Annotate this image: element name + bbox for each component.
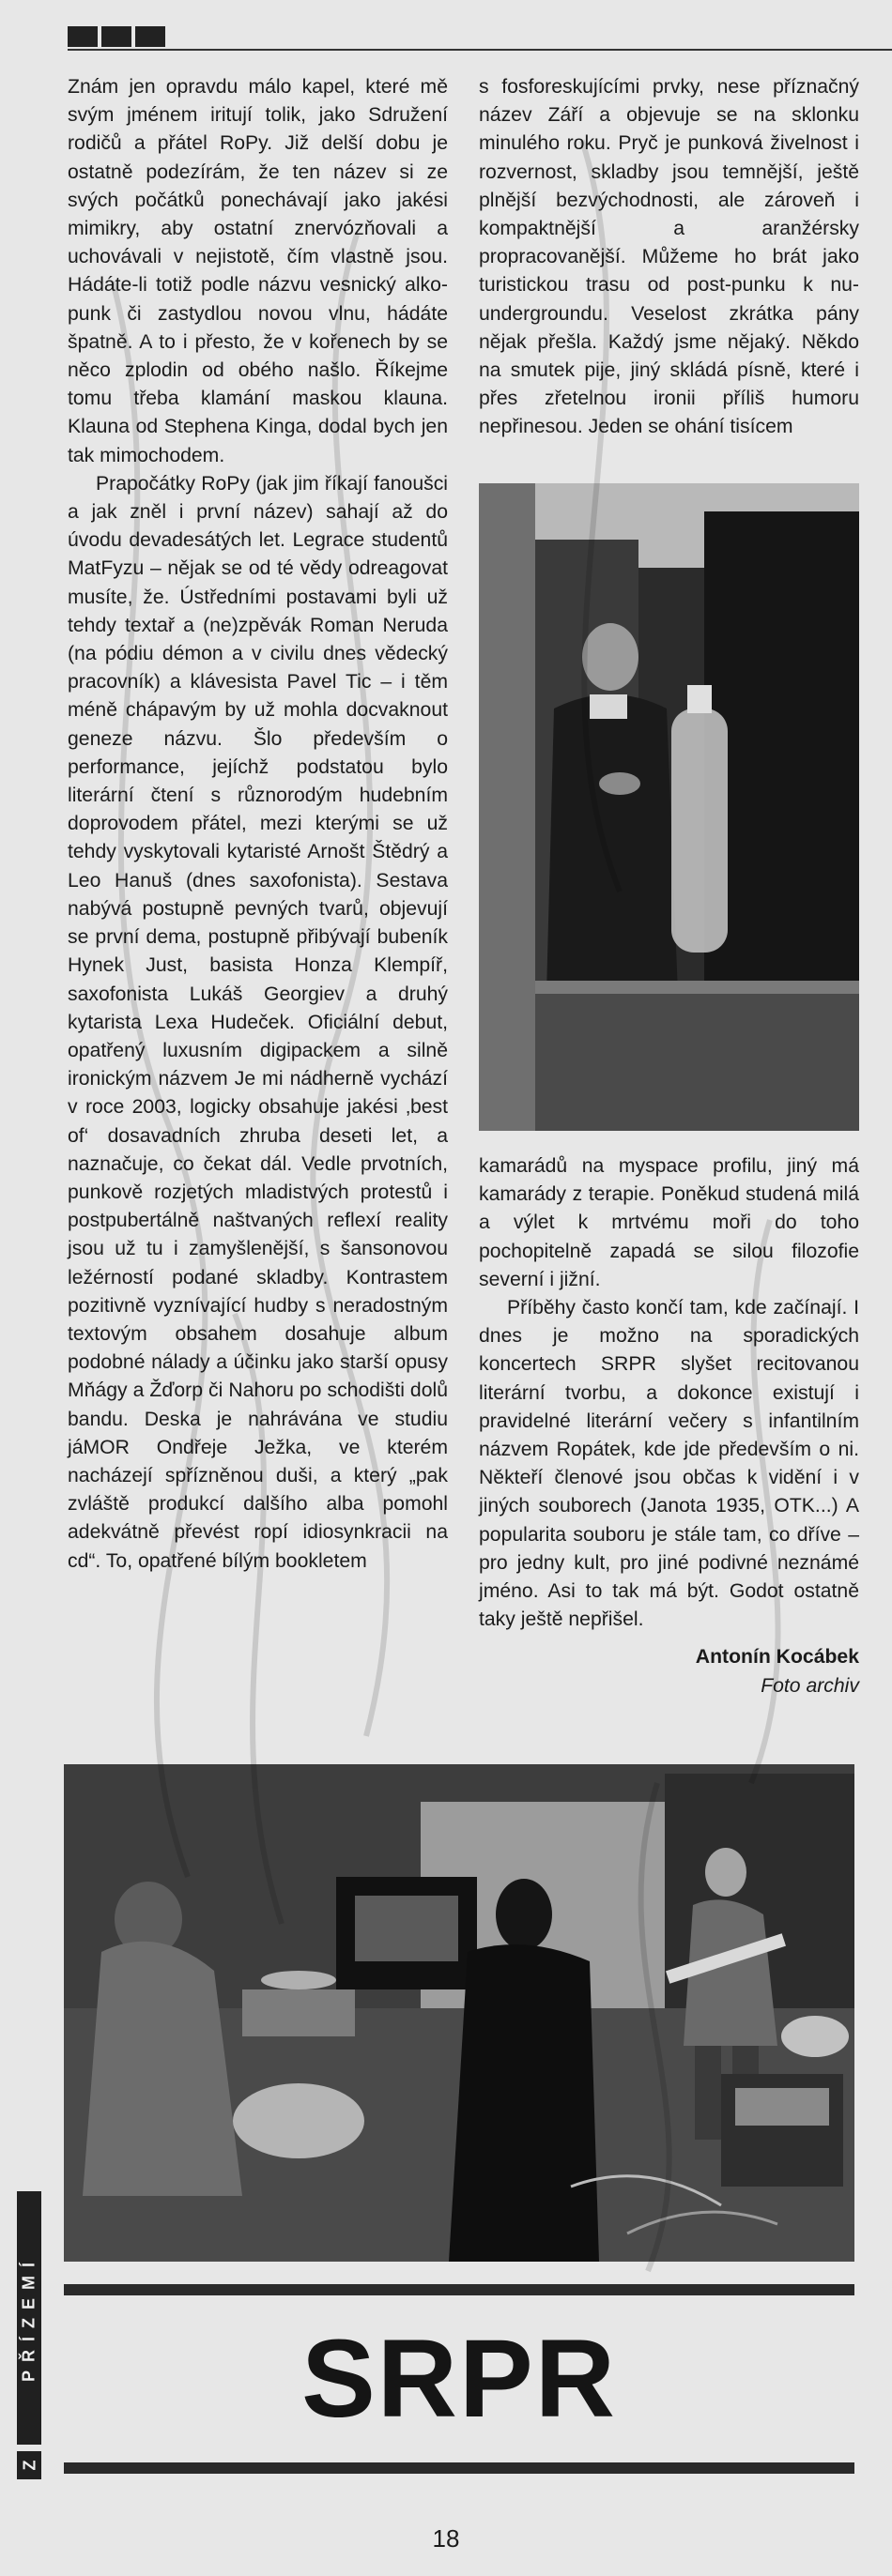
page-number: 18 <box>432 2524 460 2553</box>
section-mark <box>17 2451 41 2479</box>
article-paragraph: Příběhy často končí tam, kde začínají. I dnes je možno na sporadických koncertech SRPR slyšet recitovanou literární tvorbu, a dokonce existují i pravidelné literární večery s infantilním názvem Ropátek, kde jde především o ni. Někteří členové jsou občas k vidění i v jiných souborech (Janota 1935, OTK...) A popularita souboru je stále tam, co dříve – pro jedny kult, pro jiné podivné neznámé jméno. Asi to tak má být. Godot ostatně taky ještě nepřišel. <box>479 1297 859 1631</box>
article-column-left <box>68 73 448 1744</box>
article-paragraph: kamarádů na myspace profilu, jiný má kamarády z terapie. Poněkud studená milá a výlet k mrtvému moři do toho pochopitelně zapadá se silou filozofie severní i jižní. <box>479 1155 859 1290</box>
article-column-right-top <box>479 73 859 467</box>
header-block <box>135 26 165 47</box>
title-rule-top <box>64 2284 854 2295</box>
section-mark-letter: Z <box>20 2460 38 2471</box>
header-block <box>68 26 98 47</box>
article-paragraph: Prapočátky RoPy (jak jim říkají fanoušci a jak zněl i první název) sahají až do úvodu devadesátých let. Legrace studentů MatFyzu – nějak se od té vědy odreagovat musíte, že. Ústředními postavami byli už tehdy textař a (ne)zpěvák Roman Neruda (na pódiu démon a v civilu dnes vědecký pracovník) a klávesista Pavel Tic – i těm méně chápavým by už mohla docvaknout geneze názvu. Šlo především o performance, jejíchž podstatou bylo literární čtení s různorodým hudebním doprovodem přátel, mezi kterými se už tehdy vyskytovali kytaristé Arnošt Štědrý a Leo Hanuš (dnes saxofonista). Sestava nabývá postupně pevných tvarů, objevují se první dema, postupně přibývají bubeník Hynek Just, basista Honza Klempíř, saxofonista Lukáš Georgiev a druhý kytarista Lexa Hudeček. Oficiální debut, opatřený luxusním digipackem a silně ironickým názvem Je mi nádherně vychází v roce 2003, logicky obsahuje jakési ‚best of‘ dosavadních zhruba deseti let, a naznačuje, co čekat dál. Vedle prvotních, punkově rozjetých mladistvých protestů i postpubertálně naštvaných reflexí reality jsou už tu i zamyšlenější, s šansonovou ležérností podané skladby. Kontrastem pozitivně vyznívající hudby s neradostným textovým obsahem dosahuje album podobné nálady a účinku jako starší opusy Mňágy a Žďorp či Nahoru po schodišti dolů bandu. Deska je nahrávána ve studiu jáMOR Ondřeje Ježka, ve kterém nacházejí spřízněnou duši, a který „pak zvláště produkcí dalšího alba pomohl adekvátně převést ropí idiosynkracii na cd“. To, opatřené bílým bookletem <box>68 472 448 1572</box>
article-paragraph: s fosforeskujícími prvky, nese příznačný název Září a objevuje se na sklonku minulého roku. Pryč je punková živelnost i rozvernost, skladby jsou temnější, ještě plnější bezvýchodnosti, ale zároveň i kompaktnější a aranžérsky propracovanější. Můžeme ho brát jako turistickou trasu od post-punku k nu-undergroundu. Veselost zkrátka pány nějak přešla. Každý jsme nějaký. Někdo na smutek pije, jiný skládá písně, které i přes zřetelnou ironii příliš humoru nepřinesou. Jeden se ohání tisícem <box>479 76 859 438</box>
photo-concert-image <box>64 1764 854 2262</box>
article-paragraph: Znám jen opravdu málo kapel, které mě svým jménem iritují tolik, jako Sdružení rodičů a přátel RoPy. Již delší dobu je ostatně podezírám, že ten název si ze svých počátků ponechávají jako jakési mimikry, aby ostatní znervózňovali a uchovávali v nejistotě, čím vlastně jsou. Hádáte-li totiž podle názvu vesnický alko-punk či zastydlou novou vlnu, hádáte špatně. A to i přesto, že v kořenech by se něco zplodin od obého našlo. Říkejme tomu třeba klamání maskou klauna. Klauna od Stephena Kinga, dodal bych jen tak mimochodem. <box>68 76 448 466</box>
photo-singer-image <box>479 483 859 1131</box>
title-rule-bottom <box>64 2462 854 2474</box>
header-rule <box>68 49 892 51</box>
author-name: Antonín Kocábek <box>695 1646 859 1669</box>
band-title: SRPR <box>301 2317 617 2441</box>
band-photo-singer <box>479 483 859 1131</box>
band-photo-concert <box>64 1764 854 2262</box>
section-label: PŘÍZEMÍ <box>19 2253 38 2383</box>
article-signature <box>479 1643 859 1700</box>
header-marks <box>68 26 165 47</box>
header-block <box>101 26 131 47</box>
article-column-right-bottom <box>479 1152 859 1697</box>
section-tab <box>17 2191 41 2445</box>
photo-credit: Foto archiv <box>761 1674 859 1697</box>
